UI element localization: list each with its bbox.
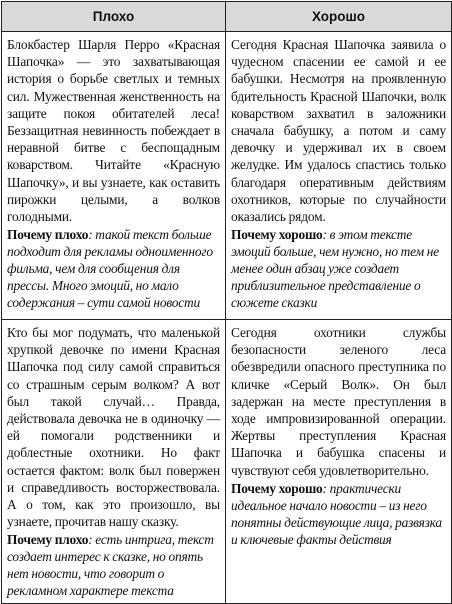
verdict-label: Почему плохо bbox=[7, 532, 89, 548]
verdict-text: : практически идеальное начало новости – из него понятны действующие лица, развязка и ключевые факты действия bbox=[231, 480, 442, 547]
verdict-label: Почему плохо bbox=[7, 227, 89, 243]
header-row bbox=[2, 2, 452, 32]
header-bad: Плохо bbox=[2, 2, 226, 32]
verdict-text: : такой текст больше подходит для рекламы одноименного фильма, чем для сообщения для прессы. Много эмоций, но мало содержания – сути самой новости bbox=[7, 227, 213, 311]
good-example-1-text: Сегодня Красная Шапочка заявила о чудесном спасении ее самой и ее бабушки. Несмотря на проявленную бдительность Красной Шапочки, волк коварством захватил в заложники сначала бабушку, а потом и саму девочку и удерживал их в своем желудке. Им удалось спастись только благодаря оперативным действиям охотников, которые по случайности оказались рядом. bbox=[231, 37, 446, 225]
table-row bbox=[2, 320, 452, 604]
cell-good-example-2 bbox=[226, 320, 452, 604]
bad-example-1-text: Блокбастер Шарля Перро «Красная Шапочка» — это захватывающая история о борьбе светлых и темных сил. Мужественная женственность на защите покоя обитателей леса! Беззащитная невинность побеждает в неравной битве с беспощадным коварством. Читайте «Красную Шапочку», и вы узнаете, как оставить пирожки целыми, а волков голодными. bbox=[7, 37, 220, 225]
cell-good-example-1 bbox=[226, 32, 452, 320]
bad-example-2-text: Кто бы мог подумать, что маленькой хрупкой девочке по имени Красная Шапочка под силу самой справиться со страшным серым волком? А вот был такой случай… Правда, действовала девочка не в одиночку — ей помогали родственники и доблестные охотники. Но факт остается фактом: волк был повержен и справедливость восторжествовала. А о том, как это произошло, вы узнаете, прочитав нашу сказку. bbox=[7, 325, 220, 530]
cell-bad-example-1 bbox=[2, 32, 226, 320]
verdict-text: : в этом тексте эмоций больше, чем нужно, но тем не менее один абзац уже создает приблизительное представление о сюжете сказки bbox=[231, 227, 439, 311]
verdict-text: : есть интрига, текст создает интерес к сказке, но опять нет новости, что говорит о рекламном характере текста bbox=[7, 532, 214, 599]
good-example-1-verdict bbox=[231, 226, 446, 311]
cell-bad-example-2 bbox=[2, 320, 226, 604]
verdict-label: Почему хорошо bbox=[231, 227, 323, 243]
table-row bbox=[2, 32, 452, 320]
comparison-table bbox=[1, 1, 452, 604]
header-good: Хорошо bbox=[226, 2, 452, 32]
good-example-2-verdict bbox=[231, 480, 446, 548]
bad-example-2-verdict bbox=[7, 531, 220, 599]
bad-example-1-verdict bbox=[7, 226, 220, 311]
verdict-label: Почему хорошо bbox=[231, 480, 323, 496]
good-example-2-text: Сегодня охотники службы безопасности зеленого леса обезвредили опасного преступника по кличке «Серый Волк». Он был задержан на месте преступления в ходе импровизированной операции. Жертвы преступления Красная Шапочка и бабушка спасены и чувствуют себя удовлетворительно. bbox=[231, 325, 446, 478]
